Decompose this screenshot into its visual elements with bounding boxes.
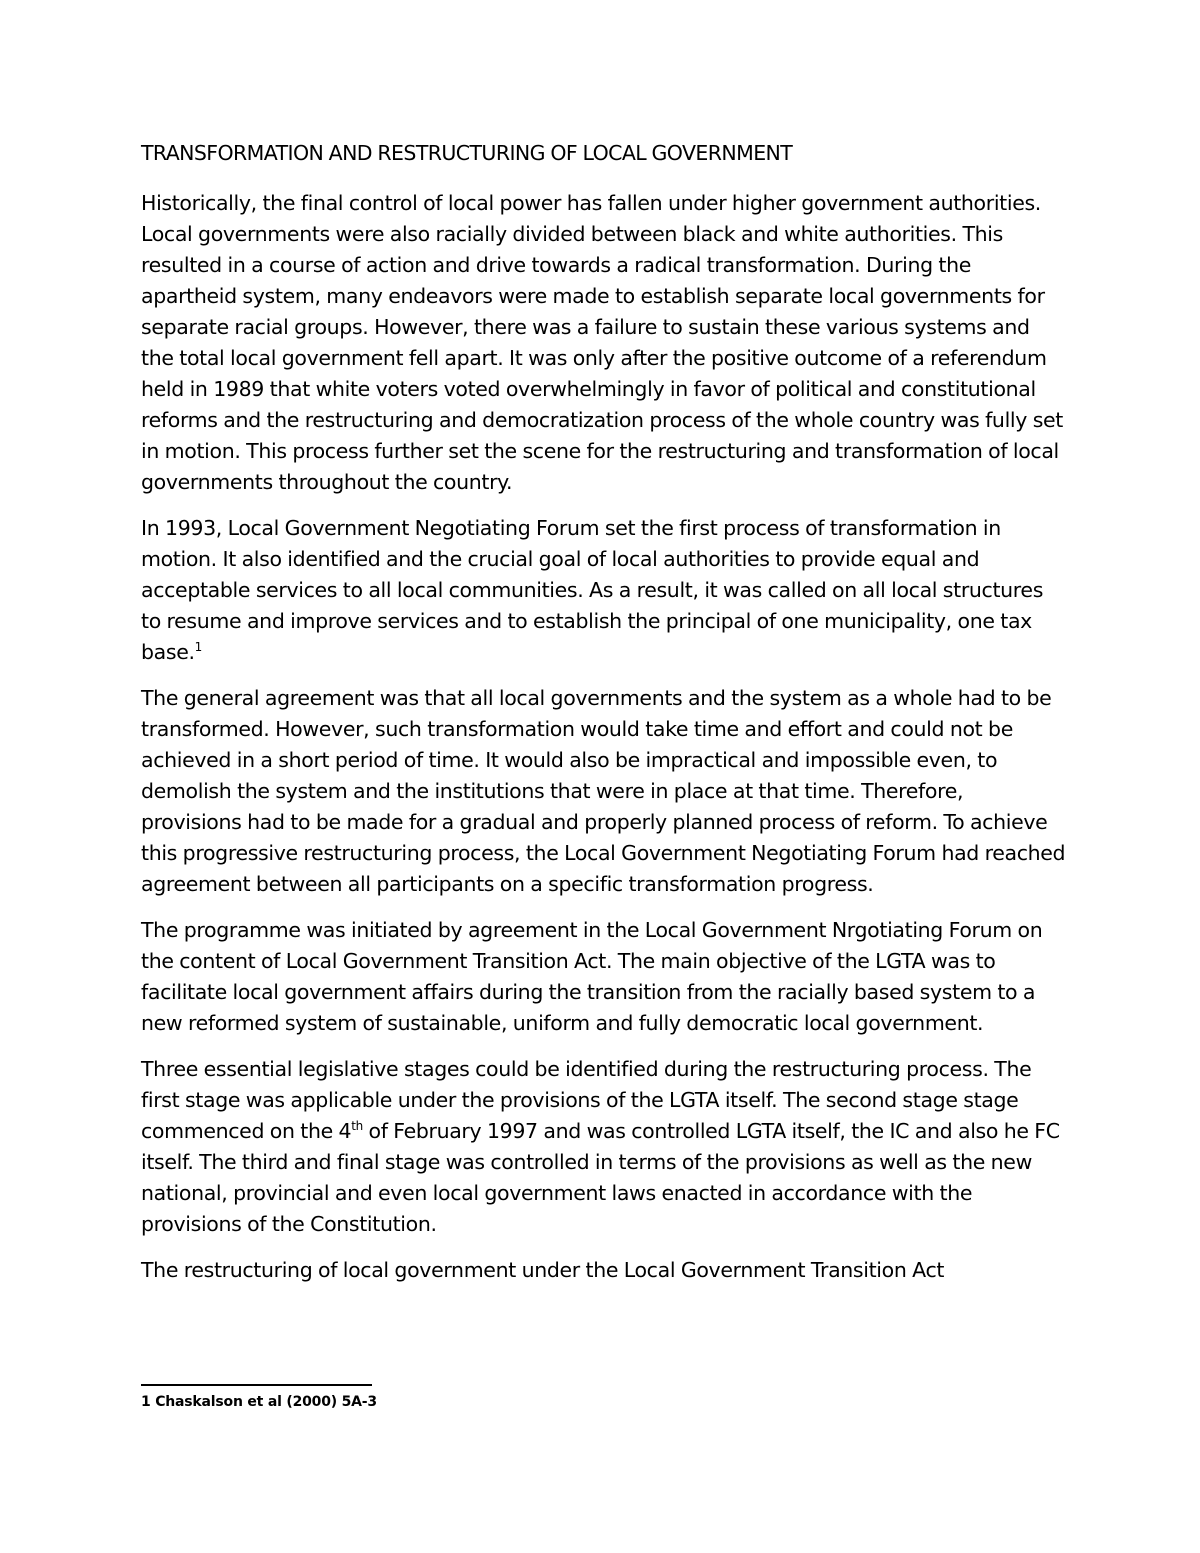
paragraph-5-text-before: Three essential legislative stages could be identified during the restructuring process. The first stage was applicable under the provisions of the LGTA itself. The second stage stage commenced on the 4: [141, 1057, 1032, 1143]
footnote-reference[interactable]: 1: [194, 640, 202, 654]
paragraph-2: [141, 513, 1066, 668]
document-body: [141, 138, 1066, 1301]
paragraph-3: The general agreement was that all local governments and the system as a whole had to be transformed. However, such transformation would take time and effort and could not be achieved in a short period of time. It would also be impractical and impossible even, to demolish the system and the institutions that were in place at that time. Therefore, provisions had to be made for a gradual and properly planned process of reform. To achieve this progressive restructuring process, the Local Government Negotiating Forum had reached agreement between all participants on a specific transformation progress.: [141, 686, 1066, 896]
paragraph-6: The restructuring of local government under the Local Government Transition Act: [141, 1258, 945, 1282]
paragraph-5: [141, 1054, 1066, 1240]
document-title: TRANSFORMATION AND RESTRUCTURING OF LOCAL GOVERNMENT: [141, 141, 793, 165]
footnote-text: 1 Chaskalson et al (2000) 5A-3: [141, 1394, 377, 1410]
paragraph-5-text-after: of February 1997 and was controlled LGTA itself, the IC and also he FC itself. The third and final stage was controlled in terms of the provisions as well as the new national, provincial and even local government laws enacted in accordance with the provisions of the Constitution.: [141, 1119, 1060, 1236]
footnote-separator: [141, 1384, 372, 1386]
paragraph-1: Historically, the final control of local power has fallen under higher government authorities. Local governments were also racially divided between black and white authorities. This resulted in a course of action and drive towards a radical transformation. During the apartheid system, many endeavors were made to establish separate local governments for separate racial groups. However, there was a failure to sustain these various systems and the total local government fell apart. It was only after the positive outcome of a referendum held in 1989 that white voters voted overwhelmingly in favor of political and constitutional reforms and the restructuring and democratization process of the whole country was fully set in motion. This process further set the scene for the restructuring and transformation of local governments throughout the country.: [141, 191, 1063, 494]
ordinal-superscript: th: [351, 1119, 363, 1133]
paragraph-4: The programme was initiated by agreement in the Local Government Nrgotiating Forum on the content of Local Government Transition Act. The main objective of the LGTA was to facilitate local government affairs during the transition from the racially based system to a new reformed system of sustainable, uniform and fully democratic local government.: [141, 918, 1043, 1035]
paragraph-2-text: In 1993, Local Government Negotiating Forum set the first process of transformation in motion. It also identified and the crucial goal of local authorities to provide equal and acceptable services to all local communities. As a result, it was called on all local structures to resume and improve services and to establish the principal of one municipality, one tax base.: [141, 516, 1044, 664]
